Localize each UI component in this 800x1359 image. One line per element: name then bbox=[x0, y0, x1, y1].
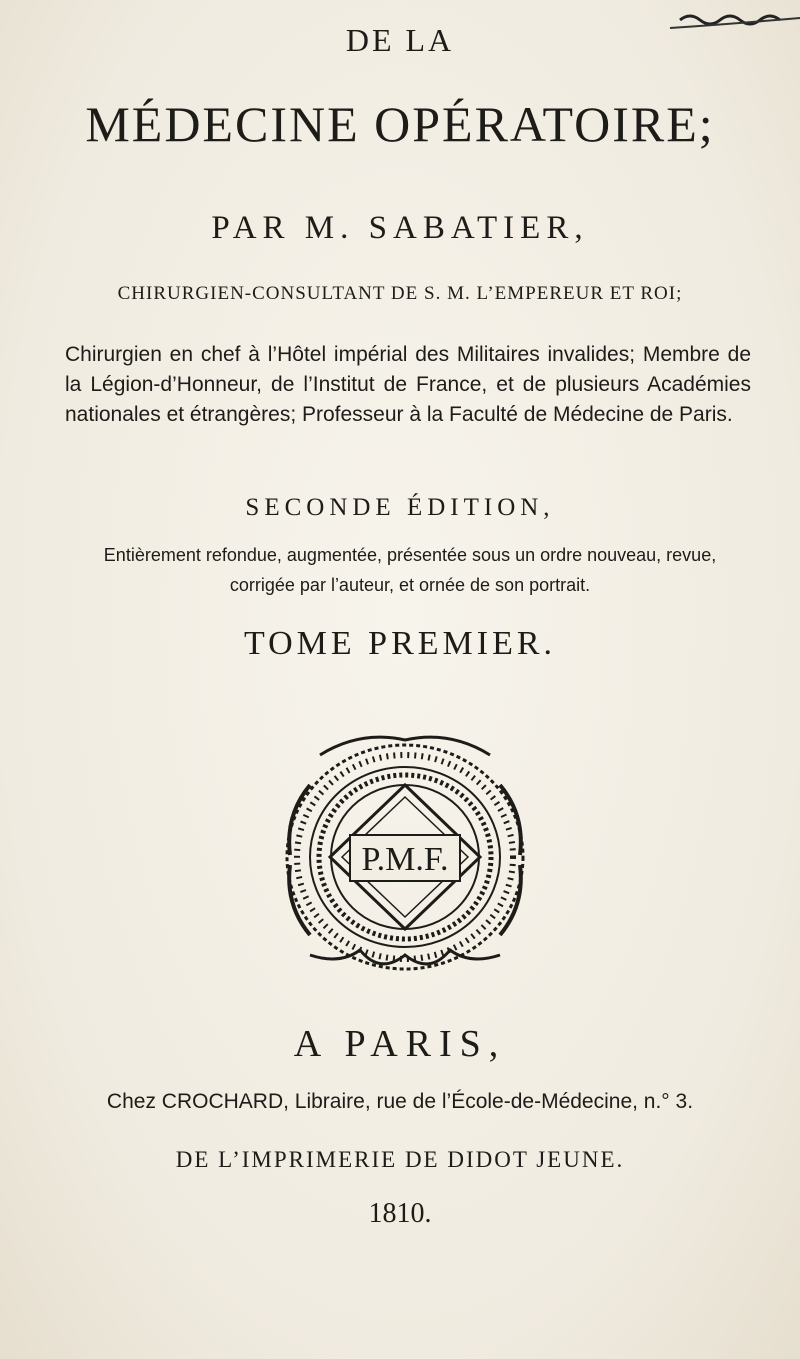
edition-description-line-2: corrigée par l’auteur, et ornée de son portrait. bbox=[229, 575, 591, 595]
emblem-monogram: P.M.F. bbox=[361, 841, 449, 878]
publisher-line: Chez CROCHARD, Libraire, rue de l’École-de-Médecine, n.° 3. bbox=[106, 1090, 694, 1113]
place-line: A PARIS, bbox=[293, 1023, 507, 1065]
edition-line: SECONDE ÉDITION, bbox=[245, 494, 555, 521]
author-role: CHIRURGIEN-CONSULTANT DE S. M. L’EMPEREUR ET ROI; bbox=[117, 283, 683, 304]
printers-device-icon bbox=[270, 725, 540, 990]
publication-year: 1810. bbox=[368, 1198, 432, 1229]
edition-description-line-1: Entièrement refondue, augmentée, présentée sous un ordre nouveau, revue, bbox=[103, 545, 717, 565]
book-title: MÉDECINE OPÉRATOIRE; bbox=[85, 96, 715, 152]
printer-line: DE L’IMPRIMERIE DE DIDOT JEUNE. bbox=[175, 1147, 625, 1172]
author-credentials: Chirurgien en chef à l’Hôtel impérial des Militaires invalides; Membre de la Légion-d’Honneur, de l’Institut de France, et de plusieurs Académies nationales et étrangères; Professeur à la Faculté de Médecine de Paris. bbox=[65, 343, 751, 426]
volume-line: TOME PREMIER. bbox=[243, 625, 557, 662]
title-prefix: DE LA bbox=[345, 22, 455, 58]
author-line: PAR M. SABATIER, bbox=[211, 210, 589, 246]
edition-description bbox=[70, 540, 750, 600]
